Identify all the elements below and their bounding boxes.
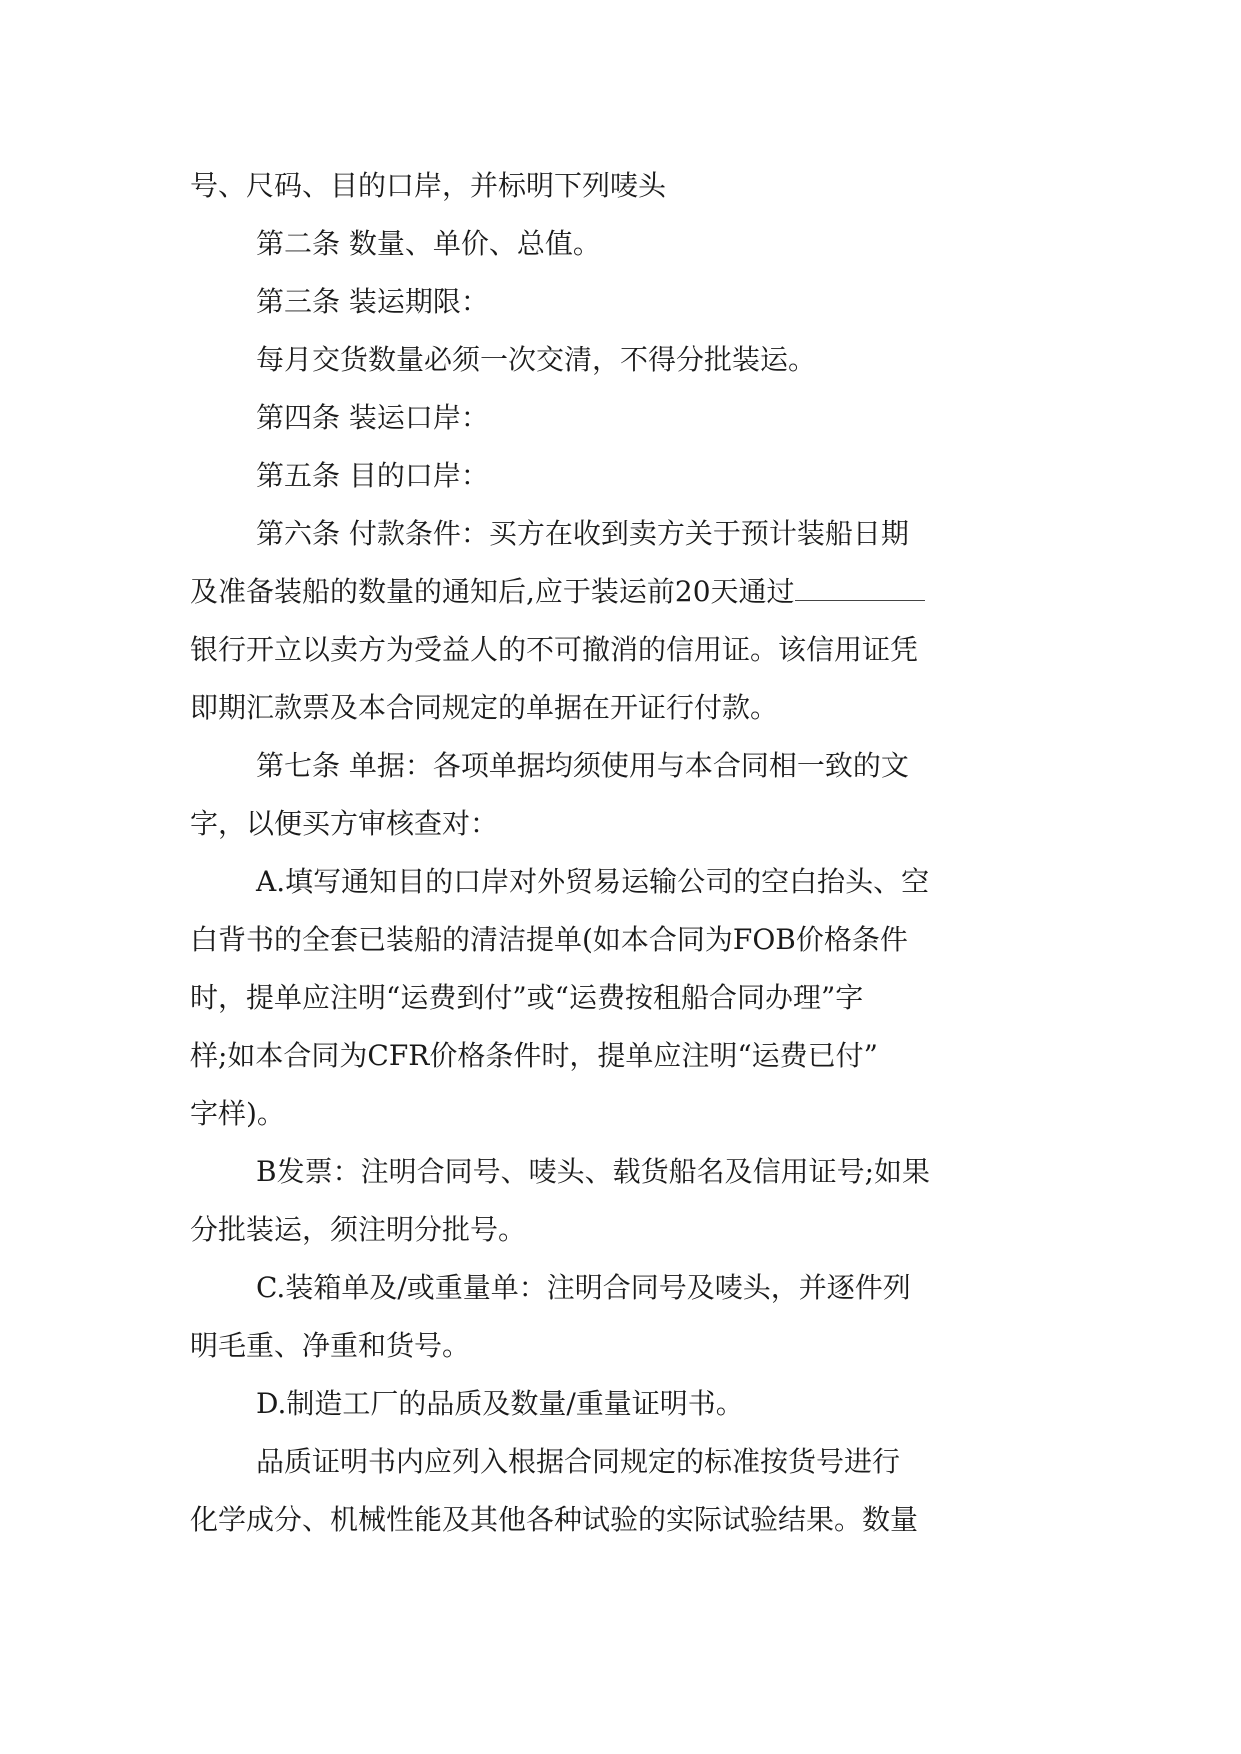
text-line: 及准备装船的数量的通知后,应于装运前20天通过 xyxy=(190,575,795,608)
article-3-line: 第三条 装运期限： xyxy=(256,285,489,318)
article-4-line: 第四条 装运口岸： xyxy=(256,401,489,434)
article-2-line: 第二条 数量、单价、总值。 xyxy=(256,227,601,260)
text-line: 字样)。 xyxy=(190,1097,285,1130)
contract-text xyxy=(190,157,1052,1549)
text-line: 即期汇款票及本合同规定的单据在开证行付款。 xyxy=(190,691,779,724)
article-7-line: 第七条 单据：各项单据均须使用与本合同相一致的文 xyxy=(256,749,909,782)
item-a-line: A.填写通知目的口岸对外贸易运输公司的空白抬头、空 xyxy=(256,865,930,898)
text-line: 时，提单应注明“运费到付”或“运费按租船合同办理”字 xyxy=(190,981,864,1014)
text-line: 分批装运，须注明分批号。 xyxy=(190,1213,527,1246)
article-5-line: 第五条 目的口岸： xyxy=(256,459,489,492)
text-line: 字，以便买方审核查对： xyxy=(190,807,499,840)
bank-name-blank xyxy=(795,570,925,601)
text-line: 化学成分、机械性能及其他各种试验的实际试验结果。数量 xyxy=(190,1503,919,1536)
text-line: 样;如本合同为CFR价格条件时，提单应注明“运费已付” xyxy=(190,1039,878,1072)
text-line-with-blank xyxy=(190,563,1052,621)
item-b-line: B发票：注明合同号、唛头、载货船名及信用证号;如果 xyxy=(256,1155,931,1188)
text-line: 白背书的全套已装船的清洁提单(如本合同为FOB价格条件 xyxy=(190,923,908,956)
text-line: 号、尺码、目的口岸，并标明下列唛头 xyxy=(190,169,667,202)
item-d-line: D.制造工厂的品质及数量/重量证明书。 xyxy=(256,1387,744,1420)
item-c-line: C.装箱单及/或重量单：注明合同号及唛头，并逐件列 xyxy=(256,1271,911,1304)
text-line: 每月交货数量必须一次交清，不得分批装运。 xyxy=(256,343,817,376)
text-line: 银行开立以卖方为受益人的不可撤消的信用证。该信用证凭 xyxy=(190,633,919,666)
text-line: 品质证明书内应列入根据合同规定的标准按货号进行 xyxy=(256,1445,901,1478)
article-6-line: 第六条 付款条件：买方在收到卖方关于预计装船日期 xyxy=(256,517,909,550)
text-line: 明毛重、净重和货号。 xyxy=(190,1329,471,1362)
